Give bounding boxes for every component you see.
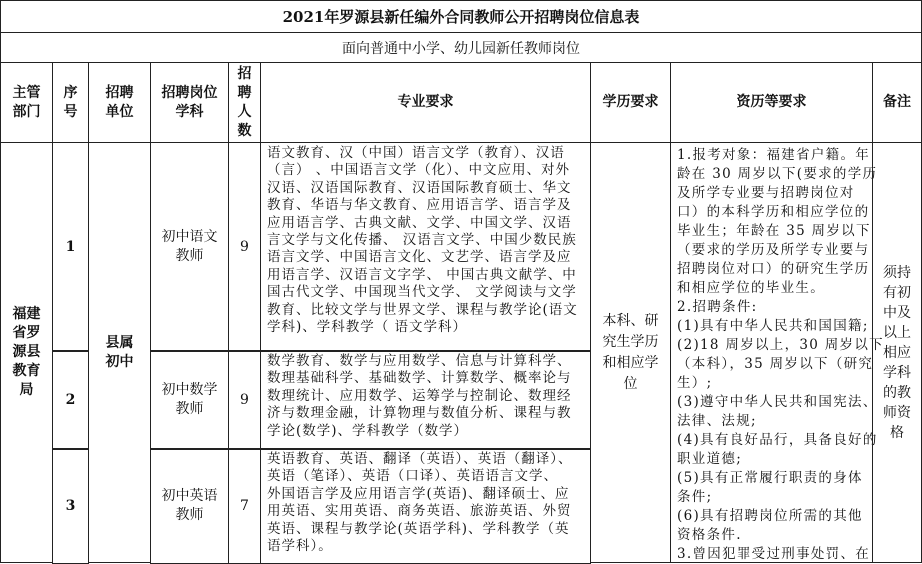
count-value: 7 [240,498,249,514]
qualification-line: 2.招聘条件: [677,299,758,315]
header-unit [88,62,151,143]
major-cell [260,350,591,450]
major-line: 言文学与文化传播、 汉语言文学、中国少数民族 [267,231,577,248]
education-value: 本科、研究生学历和相应学位 [602,312,659,392]
qualification-line: (1)具有中华人民共和国国籍; [677,318,869,334]
major-line: 教育、华语与华文教育、应用语言学、语言学及 [267,197,572,214]
header-major [260,62,591,143]
qualification-cell [670,142,884,563]
header-count-label: 招聘人数 [237,65,252,139]
header-count [228,62,261,143]
qualification-line: (3)遵守中华人民共和国宪法、 [677,394,878,410]
title-text: 2021年罗源县新任编外合同教师公开招聘岗位信息表 [282,8,640,26]
unit-value: 县属初中 [105,334,134,370]
qualification-line: 及所学专业要与招聘岗位对 [677,185,855,201]
qualification-line: 法律、法规; [677,413,757,429]
count-cell [228,350,261,450]
header-major-label: 专业要求 [397,94,454,110]
major-line: 国古代文学、中国现当代文学、 文学阅读与文学 [267,284,577,301]
major-line: 数理基础科学、基础数学、计算数学、概率论与 [267,370,572,387]
seq-cell [52,142,89,352]
qualification-line: 条件; [677,489,713,505]
header-remarks [872,62,922,143]
major-line: 外国语言学及应用语言学(英语)、翻译硕士、应 [267,485,570,502]
post-value: 初中英语教师 [161,488,218,523]
qualification-line: 龄在 30 周岁以下(要求的学历 [677,166,878,182]
qualification-line: 生）; [677,375,713,391]
major-line: 语言文学、中国语言文化、文艺学、语言学及应 [267,249,572,266]
qualification-line: 和相应学位的毕业生。 [677,280,825,296]
qualification-line: 口）的本科学历和相应学位的 [677,204,870,220]
qualification-line: 毕业生；年龄在 35 周岁以下 [677,223,871,239]
remarks-cell [872,142,922,563]
post-cell [150,448,229,564]
qualification-line: 招聘岗位对口）的研究生学历 [677,261,870,277]
count-value: 9 [240,239,249,255]
remarks-value: 须持有初中及以上相应学科的教师资格 [882,264,911,441]
major-line: 教育、比较文学与世界文学、课程与教学论(语文 [267,301,578,318]
major-line: 汉语、汉语国际教育、汉语国际教育硕士、华文 [267,179,572,196]
major-line: 用语言学、汉语言文字学、 中国古典文献学、中 [267,266,577,283]
count-cell [228,448,261,564]
header-qualification-label: 资历等要求 [736,94,807,110]
major-line: 英语、课程与教学论(英语学科)、学科教学（英 [267,520,570,537]
header-remarks-label: 备注 [883,94,911,110]
qualification-line: （要求的学历及所学专业要与 [677,242,870,258]
major-line: 英语教育、英语、翻译（英语）、英语（翻译）、 [267,451,573,467]
major-line: 学论(数学)、学科教学（数学） [267,422,469,439]
header-seq [52,62,89,143]
qualification-line: 资格条件. [677,527,742,543]
major-cell [260,142,591,352]
count-cell [228,142,261,352]
education-cell [590,142,671,563]
post-value: 初中语文教师 [161,229,218,264]
header-seq-label: 序号 [63,84,78,120]
table-subtitle [0,32,922,63]
department-cell [0,142,53,563]
header-qualification [670,62,873,143]
qualification-line: 3.曾因犯罪受过刑事处罚、在 [677,546,871,562]
major-line: 应用语言学、古典文献、文学、中国文学、汉语 [267,214,572,231]
header-department [0,62,53,143]
major-line: 语文教育、汉（中国）语言文学（教育）、汉语 [267,145,565,161]
qualification-line: (2)18 周岁以上，30 周岁以下 [677,337,884,353]
header-post [150,62,229,143]
seq-value: 1 [65,239,76,255]
header-department-label: 主管部门 [12,84,41,120]
major-line: 济与数理金融，计算物理与数值分析、课程与教 [267,405,572,422]
post-value: 初中数学教师 [161,382,218,417]
qualification-line: （本科），35 周岁以下（研究 [677,356,874,372]
major-line: 数学教育、数学与应用数学、信息与计算科学、 [267,353,572,369]
header-education [590,62,671,143]
post-cell [150,350,229,450]
major-line: 语学科）。 [267,537,333,554]
major-line: 学科)、学科教学（ 语文学科） [267,318,468,335]
header-post-label: 招聘岗位学科 [161,84,218,120]
post-cell [150,142,229,352]
unit-cell [88,142,151,563]
header-education-label: 学历要求 [602,94,659,110]
seq-cell [52,350,89,450]
major-line: 数理统计、应用数学、运筹学与控制论、数理经 [267,387,572,404]
department-value: 福建省罗源县教育局 [12,306,41,398]
table-title [0,0,922,33]
qualification-line: 职业道德; [677,451,743,467]
seq-cell [52,448,89,564]
seq-value: 3 [65,498,76,514]
major-line: （言） 、中国语言文学（化）、中文应用、对外 [267,162,571,179]
qualification-line: 1.报考对象：福建省户籍。年 [677,147,871,163]
qualification-line: (6)具有招聘岗位所需的其他 [677,508,863,524]
seq-value: 2 [65,392,76,408]
qualification-line: (5)具有正常履行职责的身体 [677,470,863,486]
count-value: 9 [240,392,249,408]
subtitle-text: 面向普通中小学、幼儿园新任教师岗位 [342,40,580,57]
major-cell [260,448,591,564]
major-line: 英语（笔译）、英语（口译）、英语语言文学、 [267,468,558,485]
major-line: 用英语、实用英语、商务英语、旅游英语、外贸 [267,503,572,520]
header-unit-label: 招聘单位 [105,84,134,120]
qualification-line: (4)具有良好品行，具备良好的 [677,432,878,448]
